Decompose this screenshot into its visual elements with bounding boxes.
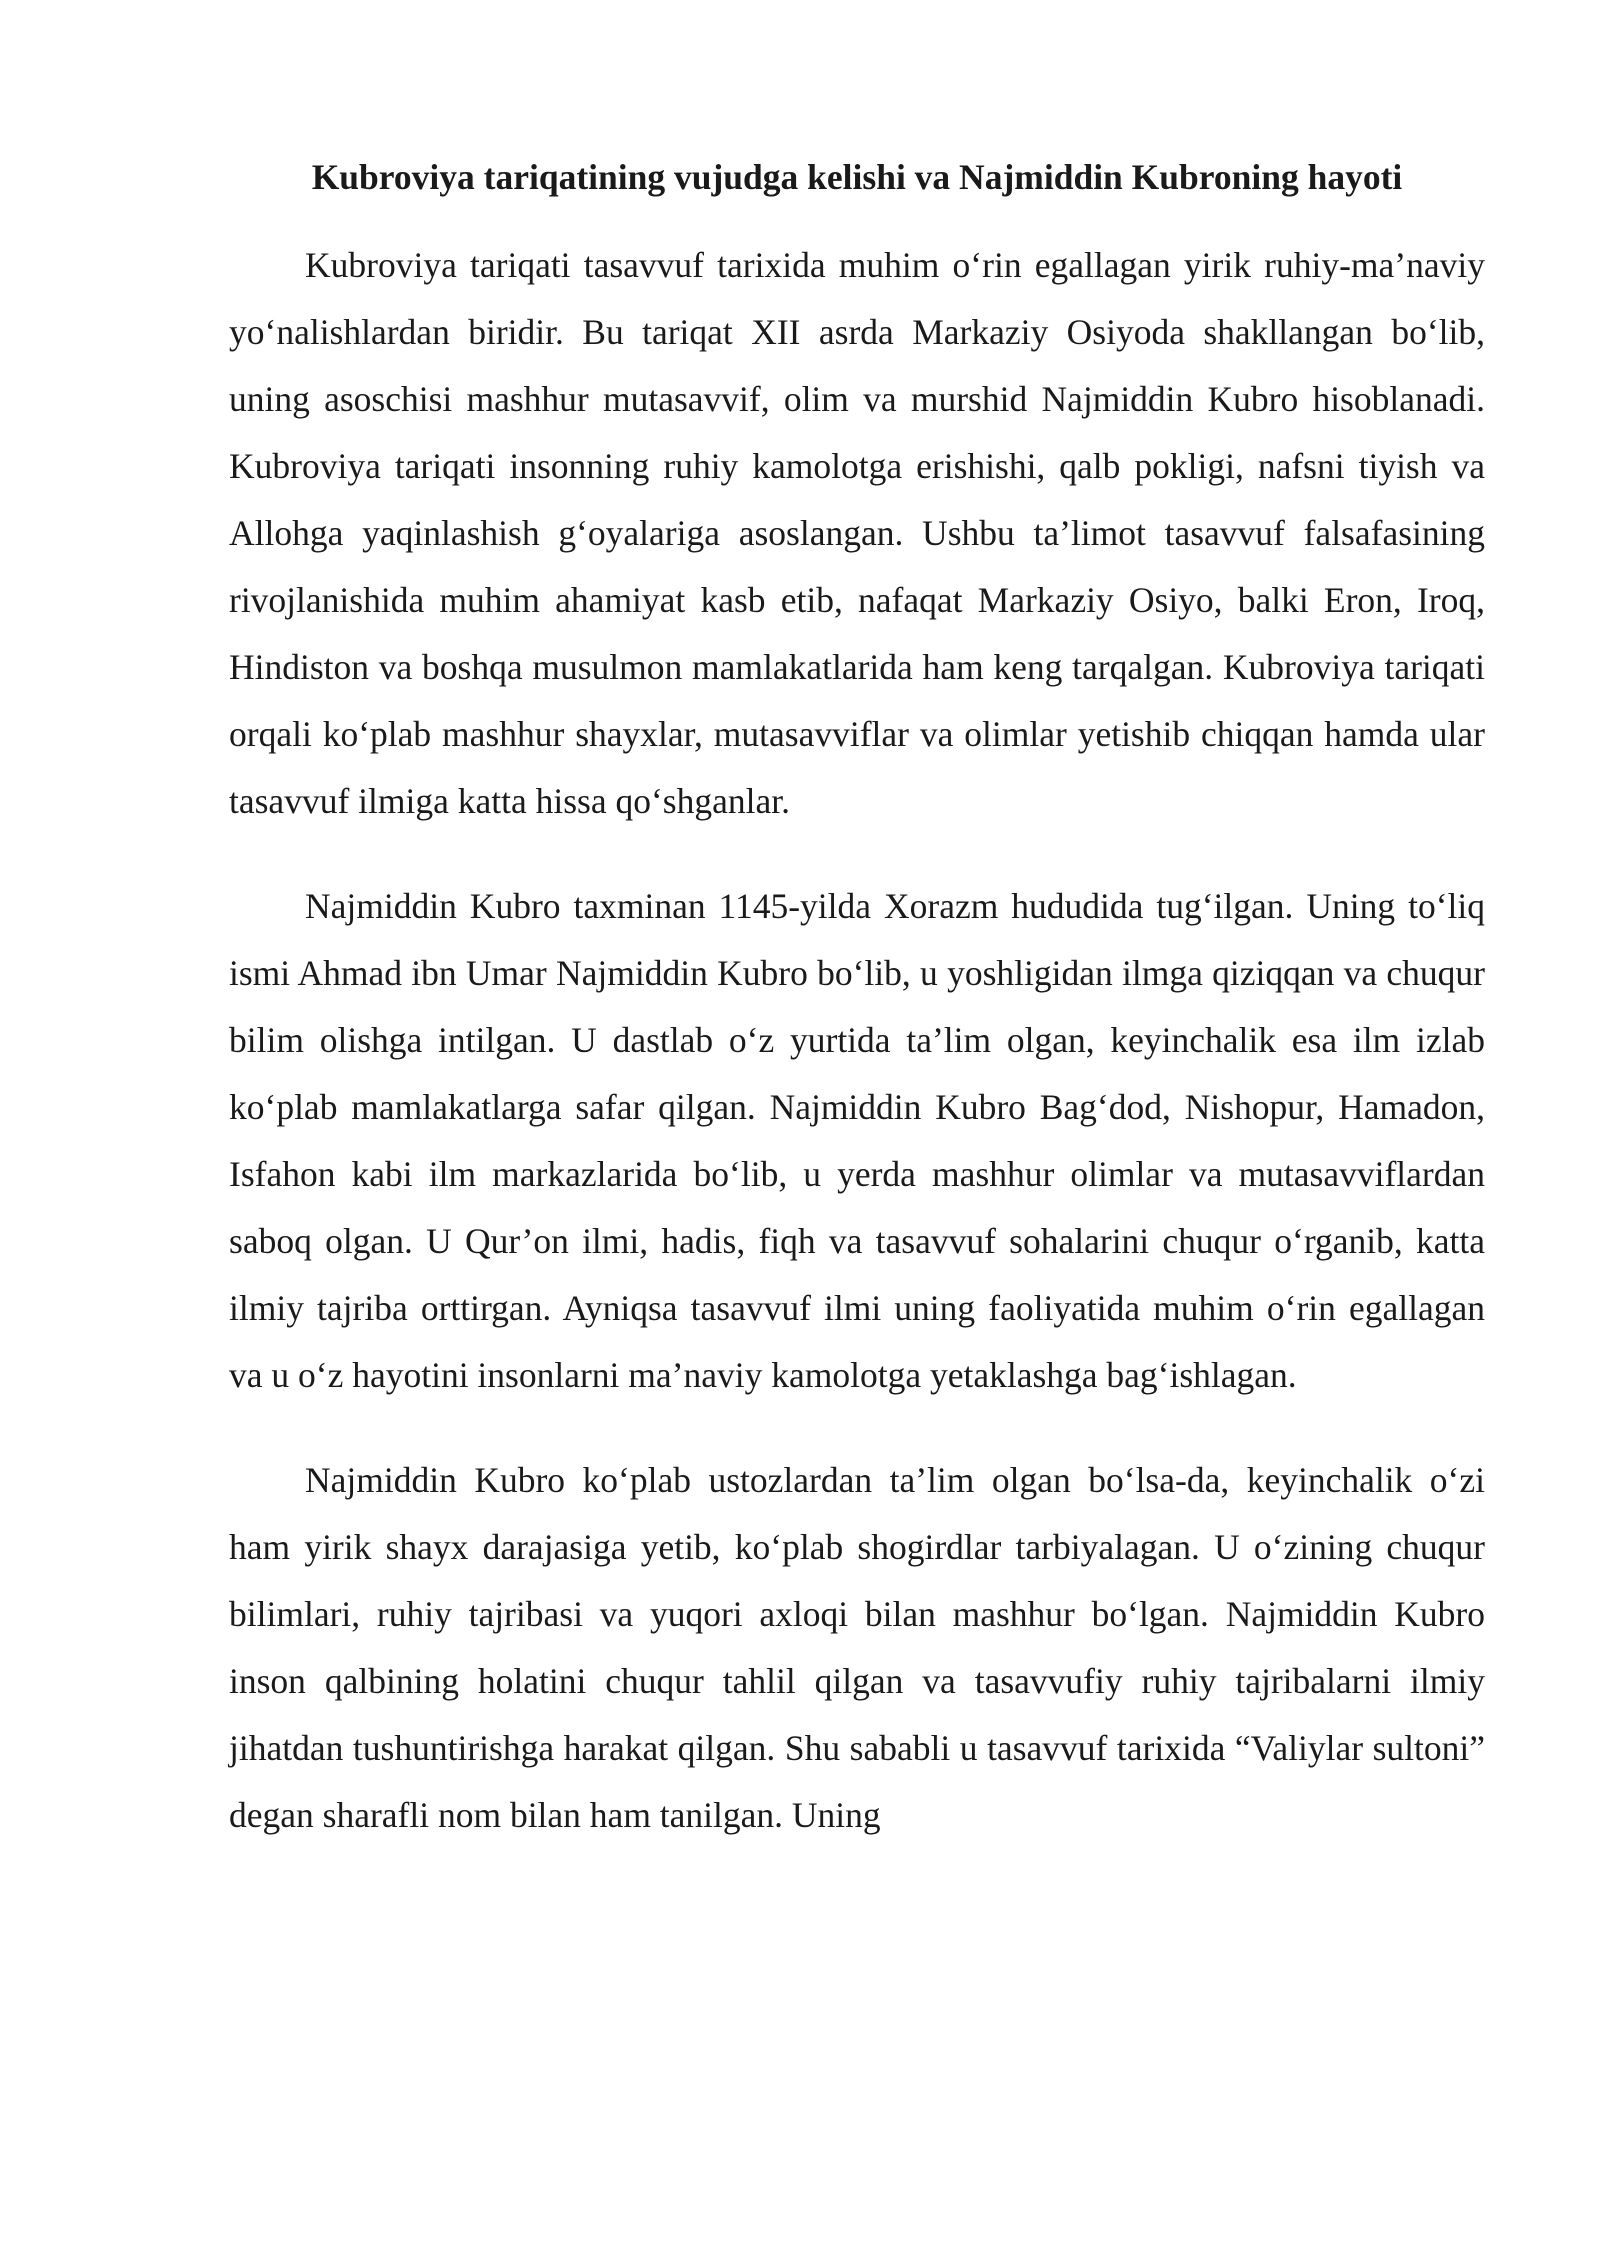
paragraph-3: Najmiddin Kubro ko‘plab ustozlardan ta’lim olgan bo‘lsa-da, keyinchalik o‘zi ham yirik shayx darajasiga yetib, ko‘plab shogirdlar tarbiyalagan. U o‘zining chuqur bilimlari, ruhiy tajribasi va yuqori axloqi bilan mashhur bo‘lgan. Najmiddin Kubro inson qalbining holatini chuqur tahlil qilgan va tasavvufiy ruhiy tajribalarni ilmiy jihatdan tushuntirishga harakat qilgan. Shu sababli u tasavvuf tarixida “Valiylar sultoni” degan sharafli nom bilan ham tanilgan. Uning — [229, 1460, 1485, 1835]
document-title: Kubroviya tariqatining vujudga kelishi va Najmiddin Kubroning hayoti — [311, 157, 1403, 197]
document-body — [229, 148, 1485, 1887]
paragraph-1: Kubroviya tariqati tasavvuf tarixida muhim o‘rin egallagan yirik ruhiy-ma’naviy yo‘nalishlardan biridir. Bu tariqat XII asrda Markaziy Osiyoda shakllangan bo‘lib, uning asoschisi mashhur mutasavvif, olim va murshid Najmiddin Kubro hisoblanadi. Kubroviya tariqati insonning ruhiy kamolotga erishishi, qalb pokligi, nafsni tiyish va Allohga yaqinlashish g‘oyalariga asoslangan. Ushbu ta’limot tasavvuf falsafasining rivojlanishida muhim ahamiyat kasb etib, nafaqat Markaziy Osiyo, balki Eron, Iroq, Hindiston va boshqa musulmon mamlakatlarida ham keng tarqalgan. Kubroviya tariqati orqali ko‘plab mashhur shayxlar, mutasavviflar va olimlar yetishib chiqqan hamda ular tasavvuf ilmiga katta hissa qo‘shganlar. — [229, 245, 1485, 821]
paragraph-2: Najmiddin Kubro taxminan 1145-yilda Xorazm hududida tug‘ilgan. Uning to‘liq ismi Ahmad ibn Umar Najmiddin Kubro bo‘lib, u yoshligidan ilmga qiziqqan va chuqur bilim olishga intilgan. U dastlab o‘z yurtida ta’lim olgan, keyinchalik esa ilm izlab ko‘plab mamlakatlarga safar qilgan. Najmiddin Kubro Bag‘dod, Nishopur, Hamadon, Isfahon kabi ilm markazlarida bo‘lib, u yerda mashhur olimlar va mutasavviflardan saboq olgan. U Qur’on ilmi, hadis, fiqh va tasavvuf sohalarini chuqur o‘rganib, katta ilmiy tajriba orttirgan. Ayniqsa tasavvuf ilmi uning faoliyatida muhim o‘rin egallagan va u o‘z hayotini insonlarni ma’naviy kamolotga yetaklashga bag‘ishlagan. — [229, 886, 1485, 1395]
